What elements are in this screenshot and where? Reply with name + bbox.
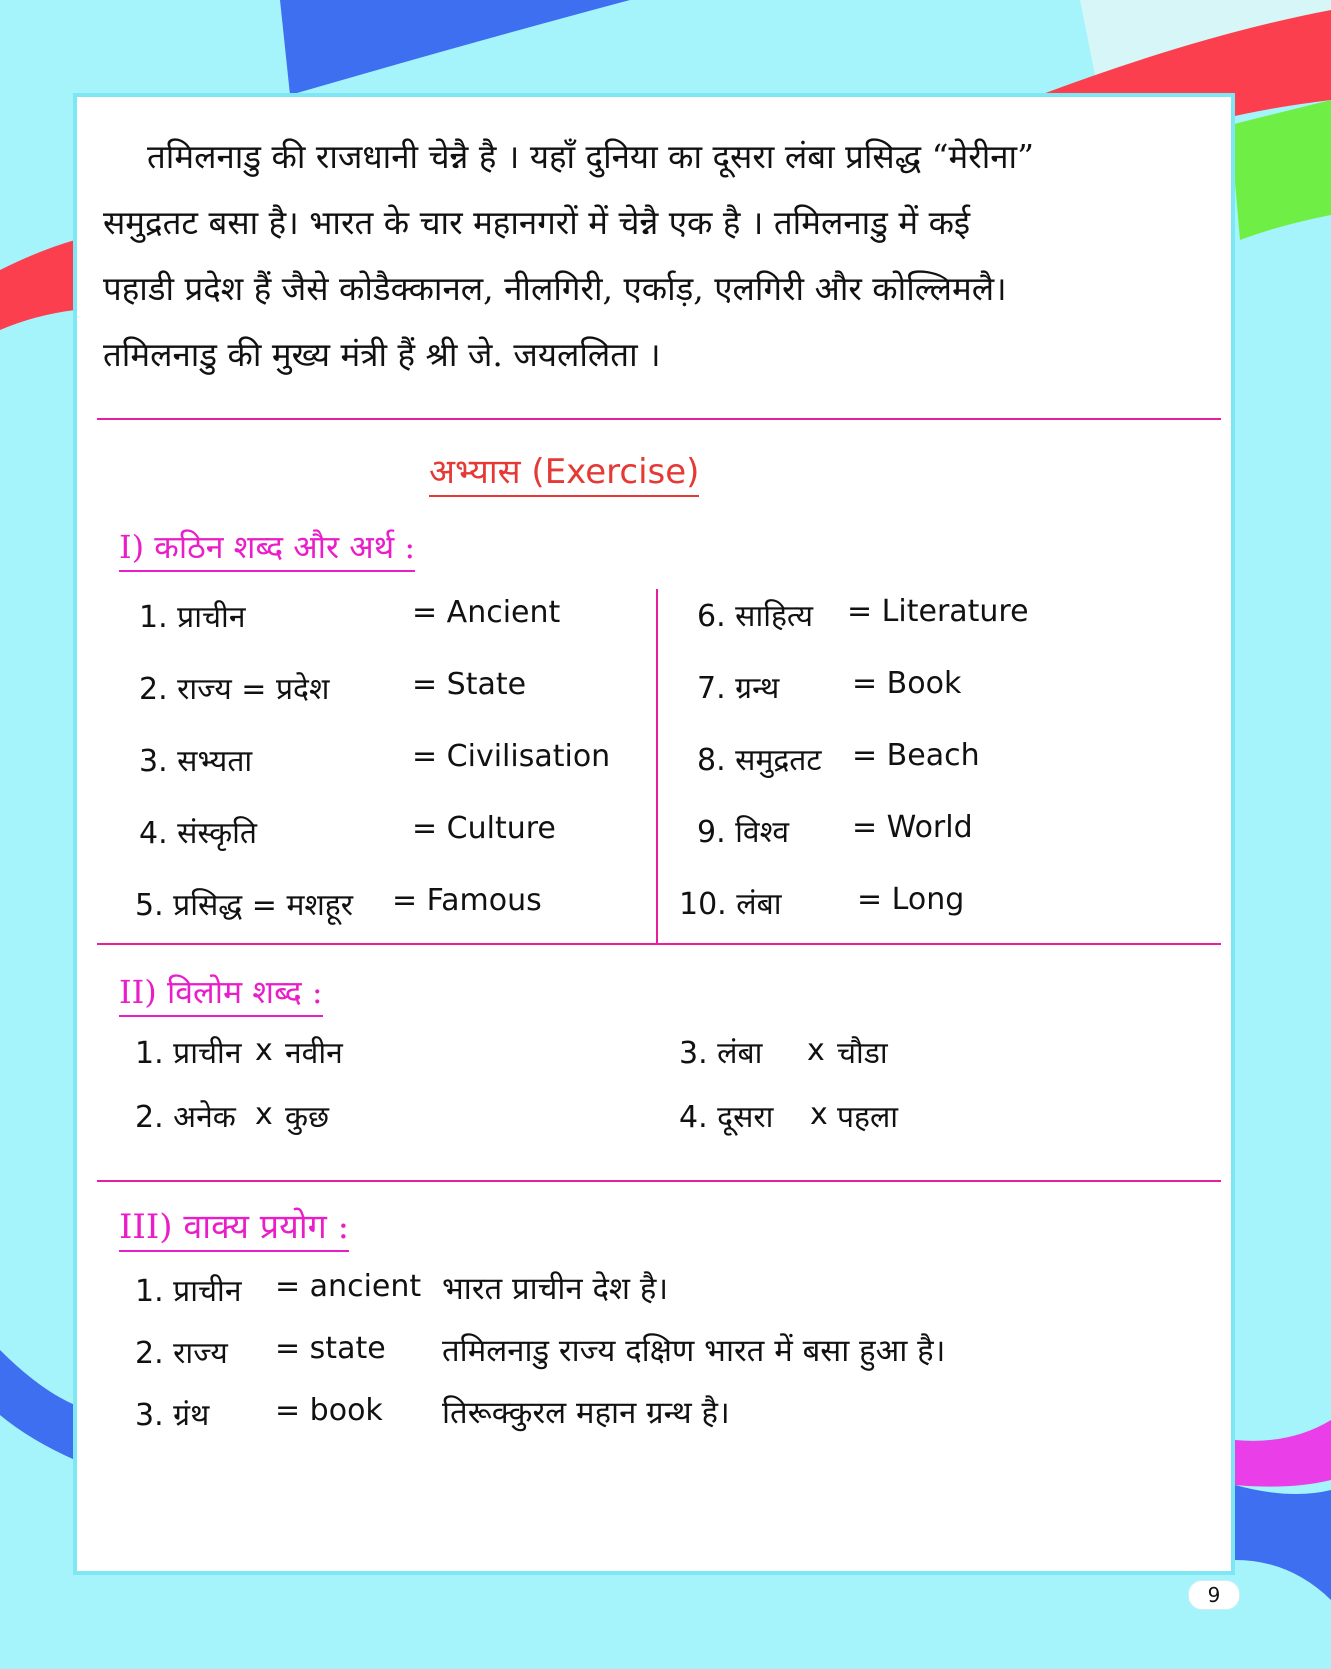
word-meaning: = Long: [857, 882, 965, 917]
word-meaning: = Culture: [412, 811, 556, 846]
passage-line-4: तमिलनाडु की मुख्य मंत्री हैं श्री जे. जयललिता ।: [103, 335, 661, 374]
word-meaning: = Civilisation: [412, 739, 611, 774]
antonym-x: x: [810, 1097, 828, 1132]
antonym-opposite: नवीन: [285, 1036, 343, 1071]
section-heading-sentence-usage: III) वाक्य प्रयोग :: [119, 1202, 349, 1252]
word-term: 3. सभ्यता: [139, 744, 253, 779]
antonym-opposite: पहला: [837, 1100, 899, 1135]
word-term: 7. ग्रन्थ: [697, 671, 780, 706]
word-term: 5. प्रसिद्ध = मशहूर: [135, 888, 353, 923]
word-term: 2. राज्य = प्रदेश: [139, 672, 330, 707]
antonym-x: x: [807, 1033, 825, 1068]
content-card: [73, 93, 1235, 1575]
passage-line-3: पहाडी प्रदेश हैं जैसे कोडैक्कानल, नीलगिरी, एर्काड़, एलगिरी और कोल्लिमलै।: [103, 269, 1007, 308]
usage-word: 3. ग्रंथ: [135, 1398, 210, 1433]
usage-word: 1. प्राचीन: [135, 1274, 242, 1309]
word-term: 1. प्राचीन: [139, 600, 246, 635]
antonym-word: 2. अनेक: [135, 1100, 236, 1135]
section-heading-difficult-words: I) कठिन शब्द और अर्थ :: [119, 525, 415, 572]
word-term: 10. लंबा: [679, 887, 782, 922]
antonym-word: 3. लंबा: [679, 1036, 763, 1071]
usage-meaning: = ancient: [275, 1269, 422, 1304]
word-meaning: = World: [852, 810, 973, 845]
divider: [97, 1180, 1221, 1182]
usage-word: 2. राज्य: [135, 1336, 228, 1371]
word-meaning: = Famous: [392, 883, 542, 918]
page-number: 9: [1188, 1580, 1240, 1610]
antonym-word: 1. प्राचीन: [135, 1036, 242, 1071]
word-meaning: = State: [412, 667, 527, 702]
section-heading-antonyms: II) विलोम शब्द :: [119, 970, 323, 1017]
antonym-x: x: [255, 1033, 273, 1068]
usage-meaning: = state: [275, 1331, 386, 1366]
usage-sentence: तिरूक्कुरल महान ग्रन्थ है।: [442, 1395, 730, 1431]
antonym-opposite: कुछ: [285, 1100, 330, 1135]
word-meaning: = Beach: [852, 738, 980, 773]
word-meaning: = Ancient: [412, 595, 561, 630]
antonym-x: x: [255, 1097, 273, 1132]
divider: [97, 943, 1221, 945]
word-term: 9. विश्व: [697, 815, 790, 850]
passage-line-1: तमिलनाडु की राजधानी चेन्नै है । यहाँ दुनिया का दूसरा लंबा प्रसिद्ध “मेरीना”: [147, 137, 1034, 176]
antonym-opposite: चौडा: [837, 1036, 888, 1071]
usage-sentence: तमिलनाडु राज्य दक्षिण भारत में बसा हुआ है।: [442, 1333, 946, 1369]
antonym-word: 4. दूसरा: [679, 1100, 774, 1135]
word-meaning: = Literature: [847, 594, 1029, 629]
word-term: 8. समुद्रतट: [697, 743, 822, 778]
word-meaning: = Book: [852, 666, 962, 701]
divider: [97, 418, 1221, 420]
passage-line-2: समुद्रतट बसा है। भारत के चार महानगरों में चेन्नै एक है । तमिलनाडु में कई: [103, 203, 971, 242]
word-term: 6. साहित्य: [697, 599, 814, 634]
column-divider: [656, 589, 658, 944]
exercise-title: अभ्यास (Exercise): [429, 447, 699, 497]
usage-meaning: = book: [275, 1393, 383, 1428]
word-term: 4. संस्कृति: [139, 816, 258, 851]
usage-sentence: भारत प्राचीन देश है।: [442, 1271, 669, 1307]
